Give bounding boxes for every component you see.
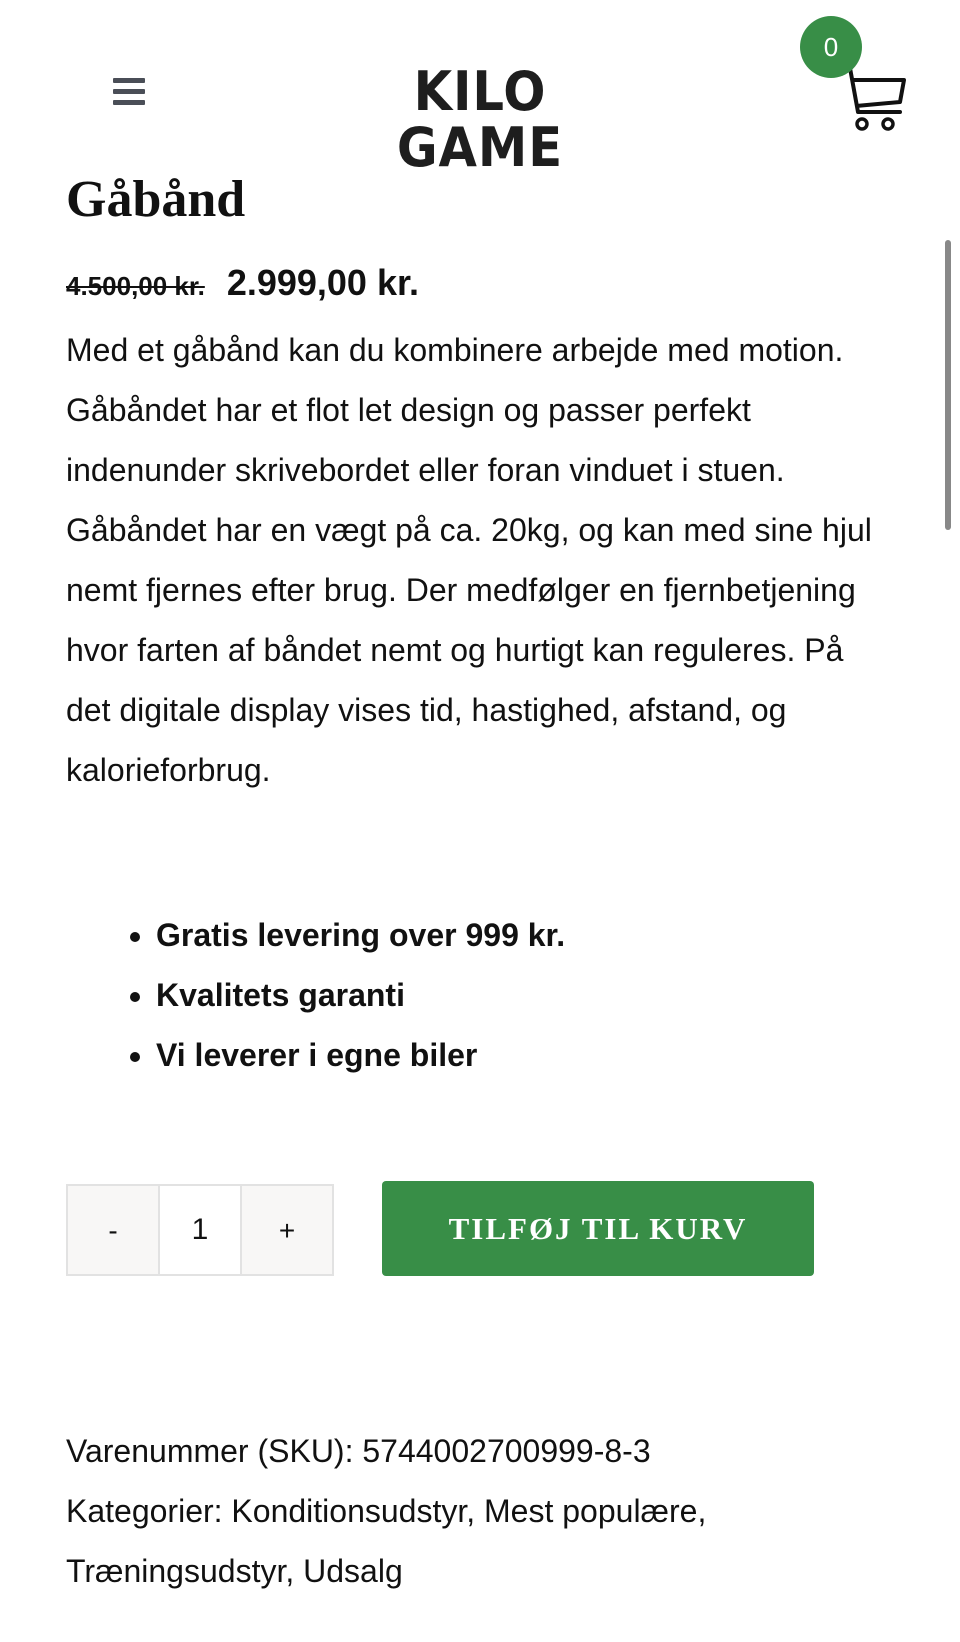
site-logo[interactable]: KILO GAME [396,60,564,179]
sku-line: Varenummer (SKU): 5744002700999-8-3 [66,1433,651,1469]
feature-item: • Gratis levering over 999 kr. [156,905,565,965]
feature-list [118,905,565,1085]
product-title: Gåbånd [66,171,246,228]
categories-line[interactable]: Kategorier: Konditionsudstyr, Mest populære, Træningsudstyr, Udsalg [66,1493,707,1589]
site-header [0,0,960,179]
add-to-cart-button[interactable]: TILFØJ TIL KURV [382,1181,814,1276]
page-scrollbar[interactable] [945,240,951,530]
product-description: Med et gåbånd kan du kombinere arbejde med motion. Gåbåndet har et flot let design og passer perfekt indenunder skrivebordet eller foran vinduet i stuen. Gåbåndet har en vægt på ca. 20kg, og kan med sine hjul nemt fjernes efter brug. Der medfølger en fjernbetjening hvor farten af båndet nemt og hurtigt kan reguleres. På det digitale display vises tid, hastighed, afstand, og kalorieforbrug. [66,332,872,788]
hamburger-menu-icon[interactable] [113,78,145,106]
feature-item: • Kvalitets garanti [156,965,565,1025]
quantity-input[interactable] [158,1186,242,1274]
increase-quantity-button[interactable]: + [242,1186,332,1274]
cart-count-badge: 0 [800,16,862,78]
product-meta [66,1421,886,1601]
sale-price: 2.999,00 kr. [226,262,419,303]
decrease-quantity-button[interactable]: - [68,1186,158,1274]
quantity-stepper [66,1184,334,1276]
old-price: 4.500,00 kr. [66,271,205,301]
feature-item: • Vi leverer i egne biler [156,1025,565,1085]
price-block [66,262,419,308]
